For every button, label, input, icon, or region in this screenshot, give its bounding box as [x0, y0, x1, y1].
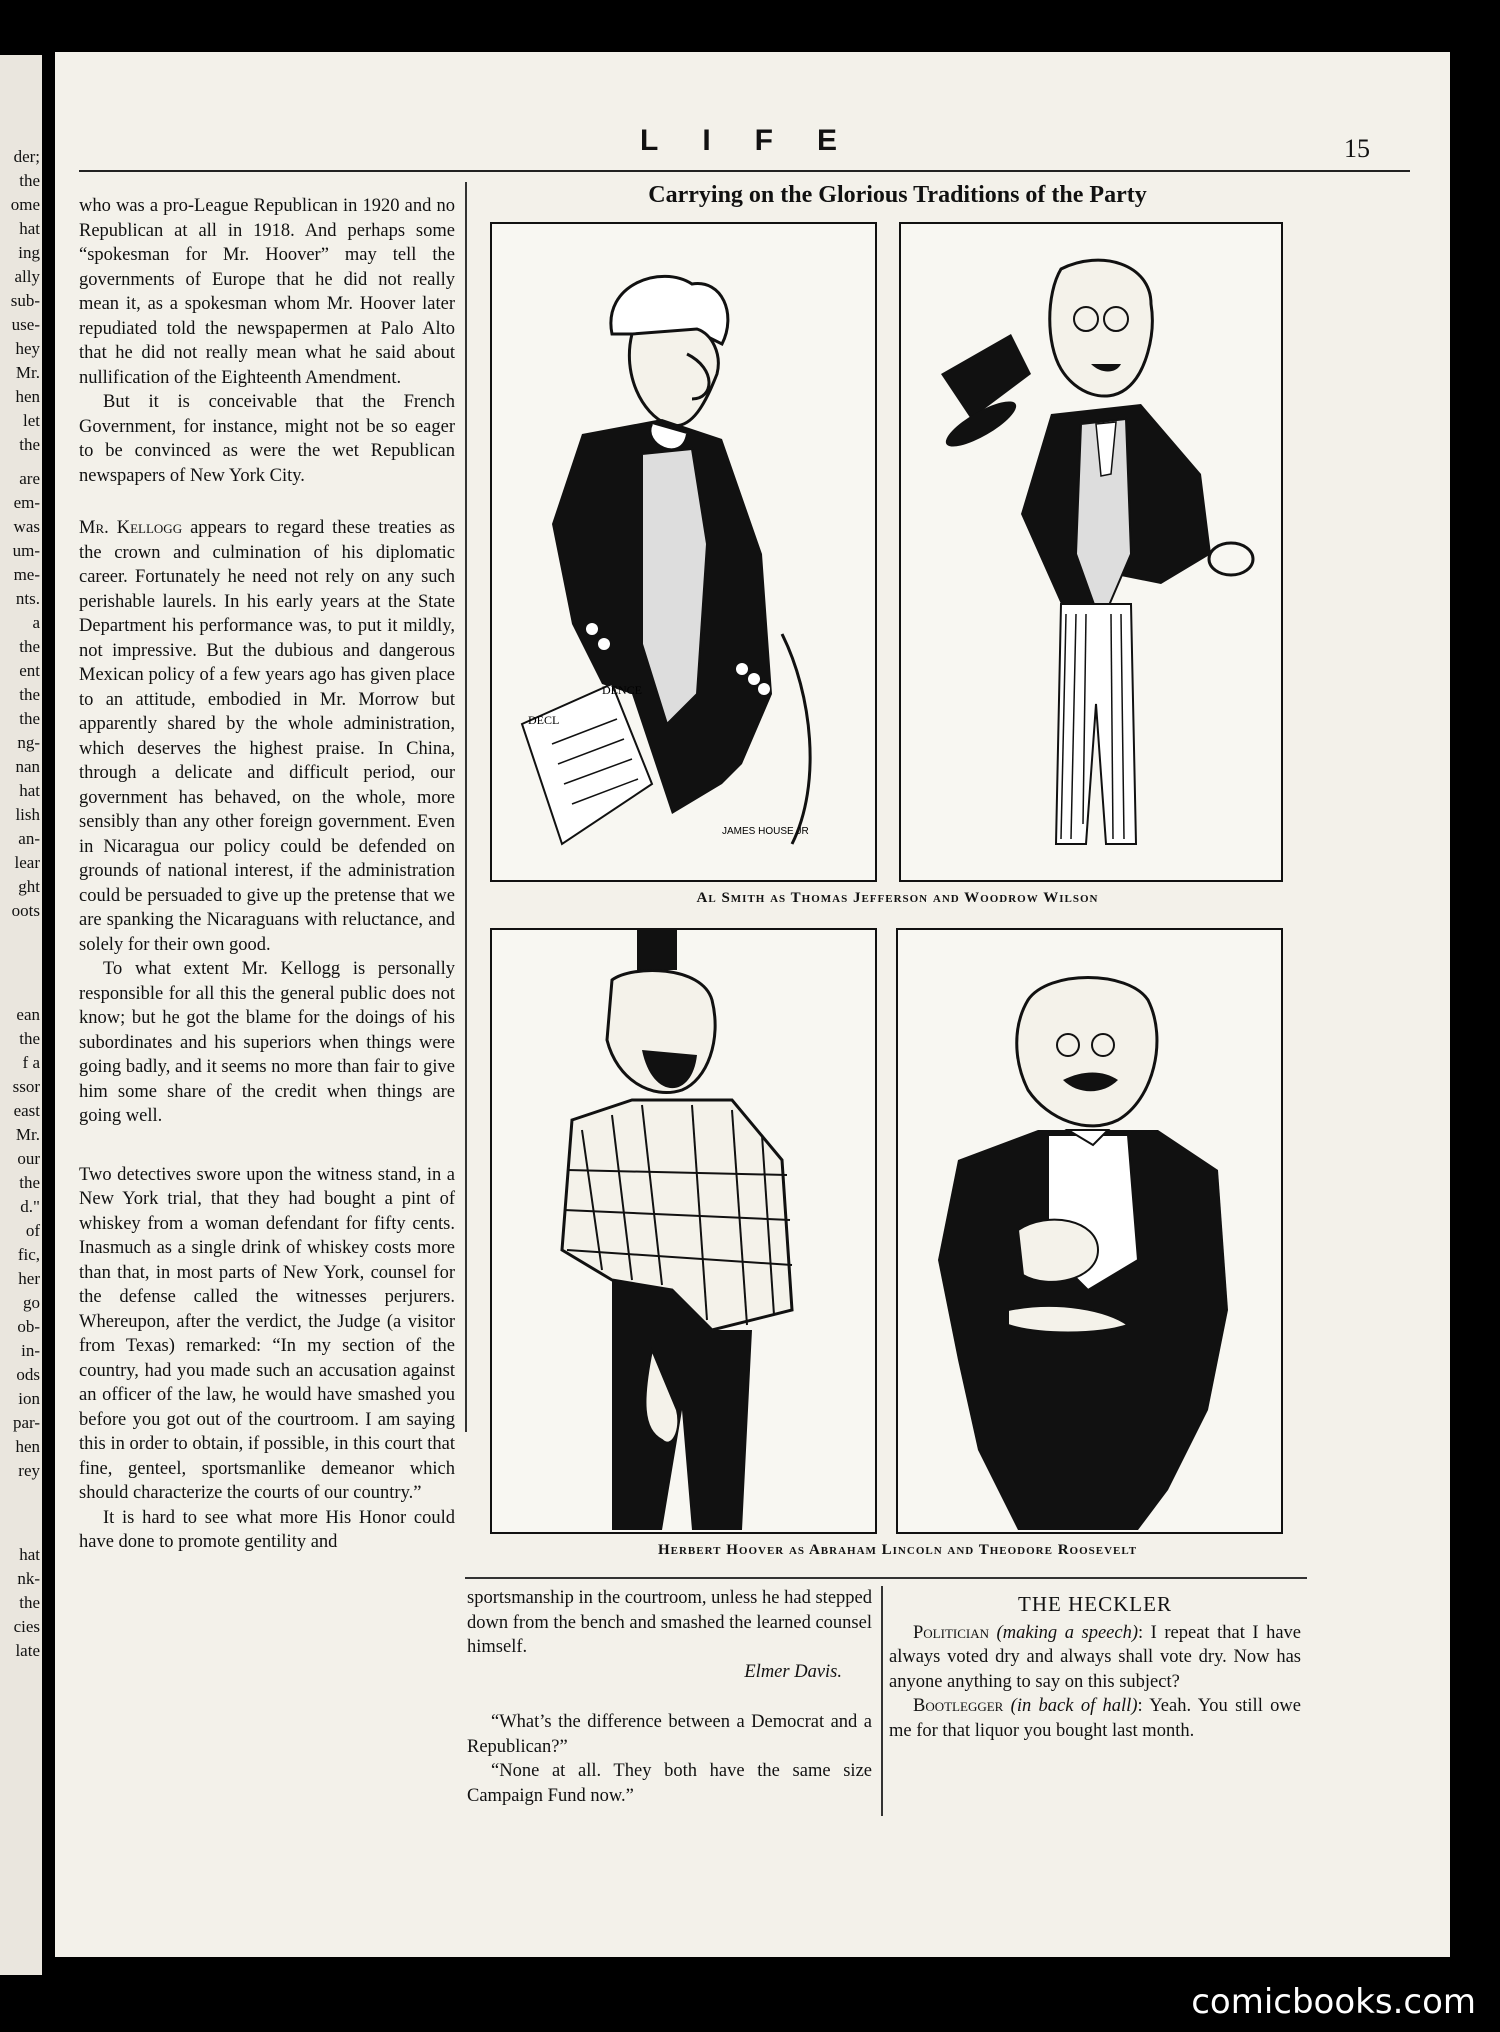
prev-page-fragment: the [19, 1029, 40, 1048]
prev-page-fragment: hat [19, 781, 40, 800]
prev-page-fragment: an- [18, 829, 40, 848]
dialogue-line: Bootlegger (in back of hall): Yeah. You still owe me for that liquor you bought last month. [889, 1696, 1301, 1741]
prev-page-fragment: ob- [17, 1317, 40, 1336]
column-divider [465, 182, 467, 1432]
masthead: LIFE [640, 124, 881, 157]
page-number: 15 [1344, 134, 1370, 163]
joke-answer: “None at all. They both have the same size Campaign Fund now.” [467, 1761, 872, 1806]
prev-page-fragment: go [23, 1293, 40, 1312]
jefferson-caricature [492, 224, 875, 880]
prev-page-fragment: her [18, 1269, 40, 1288]
prev-page-fragment: cies [13, 1617, 40, 1636]
prev-page-fragment: Mr. [15, 1125, 40, 1144]
cartoon-caption-bottom: Herbert Hoover as Abraham Lincoln and Theodore Roosevelt [657, 1542, 1138, 1558]
prev-page-fragment: ally [14, 267, 40, 286]
prev-page-fragment: ent [19, 661, 40, 680]
paragraph: Two detectives swore upon the witness stand, in a New York trial, that they had bought a pint of whiskey from a woman defendant for fifty cents. Inasmuch as a single drink of whiskey costs more than that, in most parts of New York, counsel for the defense called the witnesses perjurers. Whereupon, after the verdict, the Judge (a visitor from Texas) remarked: “In my section of the country, had you made such an accusation against an officer of the law, he would have smashed you before you got out of the courtroom. I am saying this in order to obtain, if possible, in this court that fine, genteel, sportsmanlike demeanor which should characterize the courts of our country.” [79, 1164, 455, 1503]
prev-page-fragment: nts. [15, 589, 40, 608]
artist-signature: JAMES HOUSE JR [722, 826, 809, 837]
prev-page-fragment: Mr. [15, 363, 40, 382]
prev-page-fragment: hey [15, 339, 40, 358]
prev-page-fragment: nk- [17, 1569, 40, 1588]
middle-column [467, 1586, 872, 1808]
header-rule [79, 170, 1410, 172]
joke-question: “What’s the difference between a Democrat and a Republican?” [467, 1712, 872, 1757]
right-column [889, 1592, 1301, 1743]
prev-page-fragment: nan [15, 757, 40, 776]
prev-page-fragment: our [17, 1149, 40, 1168]
prev-page-fragment: d." [20, 1197, 40, 1216]
left-column [79, 194, 455, 1555]
paragraph: To what extent Mr. Kellogg is personally responsible for all this the general public does not know; but he got the blame for the doings of his subordinates and his superiors when things were going badly, and it seems no more than fair to give him some share of the credit when things are going well. [79, 959, 455, 1126]
prev-page-fragment: der; [13, 147, 40, 166]
prev-page-fragment: hat [19, 219, 40, 238]
prev-page-fragment: a [32, 613, 40, 632]
paragraph: It is hard to see what more His Honor could have done to promote gentility and [79, 1507, 455, 1552]
prev-page-fragment: hat [19, 1545, 40, 1564]
roosevelt-caricature [898, 930, 1281, 1532]
prev-page-fragment: let [23, 411, 40, 430]
dialogue-line: Politician (making a speech): I repeat that I have always voted dry and always shall vote dry. Now has anyone anything to say on this subject? [889, 1622, 1302, 1692]
prev-page-fragment: sub- [10, 291, 40, 310]
prev-page-fragment: use- [11, 315, 40, 334]
prev-page-fragment: was [13, 517, 40, 536]
prev-page-fragment: oots [11, 901, 40, 920]
heckler-title: THE HECKLER [1018, 1592, 1172, 1616]
prev-page-fragment: the [19, 435, 40, 454]
document-label: DECL [528, 713, 560, 727]
prev-page-fragment: par- [12, 1413, 40, 1432]
cartoon-panel-roosevelt [896, 928, 1283, 1534]
prev-page-fragment: are [19, 469, 40, 488]
lincoln-caricature [492, 930, 875, 1532]
prev-page-fragment: ome [10, 195, 40, 214]
prev-page-fragment: ean [16, 1005, 40, 1024]
prev-page-fragment: ng- [17, 733, 40, 752]
cartoon-panel-lincoln [490, 928, 877, 1534]
prev-page-fragment: of [25, 1221, 40, 1240]
paragraph: who was a pro-League Republican in 1920 and no Republican at all in 1918. And perhaps some “spokesman for Mr. Hoover” may tell the governments of Europe that he did not really mean it, as a spokesman whom Mr. Hoover later repudiated told the newspapermen at Palo Alto that he did not really mean what he said about nullification of the Eighteenth Amendment. [79, 196, 455, 388]
paragraph: Mr. Kellogg appears to regard these treaties as the crown and culmination of his diplomatic career. Fortunately he need not rely on any such perishable laurels. In his early years at the State Department his performance was, to put it mildly, not impressive. But the dubious and dangerous Mexican policy of a few years ago has given place to an attitude, embodied in Mr. Morrow but apparently shared by the whole administration, which deserves the highest praise. In China, through a delicate and difficult period, our government has behaved, on the whole, more sensibly than any other foreign government. Even in Nicaragua our policy could be defended on grounds of national interest, if the administration could be persuaded to give up the pretense that we are spanking the Nicaraguans with reluctance, and solely for their own good. [79, 518, 456, 955]
prev-page-fragment: f a [22, 1053, 40, 1072]
prev-page-fragment: hen [15, 387, 40, 406]
prev-page-fragment: ion [18, 1389, 40, 1408]
prev-page-fragment: me- [13, 565, 40, 584]
prev-page-fragment: fic, [17, 1245, 40, 1264]
prev-page-fragment: em- [13, 493, 40, 512]
previous-page-edge [0, 55, 42, 1975]
lead-in: Mr. Kellogg [79, 518, 183, 538]
cartoon-panel-jefferson [490, 222, 877, 882]
cartoon-title: Carrying on the Glorious Traditions of the Party [648, 182, 1147, 208]
prev-page-fragment: the [19, 171, 40, 190]
document-label: DENCE [602, 683, 642, 697]
column-divider [881, 1586, 883, 1816]
prev-page-fragment: ght [18, 877, 40, 896]
author-signature: Elmer Davis. [744, 1661, 842, 1682]
cartoon-panel-wilson [899, 222, 1283, 882]
prev-page-fragment: ing [18, 243, 40, 262]
prev-page-fragment: hen [15, 1437, 40, 1456]
paragraph: sportsmanship in the courtroom, unless he had stepped down from the bench and smashed the learned counsel himself. [467, 1588, 872, 1657]
prev-page-fragment: ods [16, 1365, 40, 1384]
prev-page-fragment: lish [15, 805, 40, 824]
prev-page-fragment: late [15, 1641, 40, 1660]
paragraph: But it is conceivable that the French Government, for instance, might not be so eager to be convinced as were the wet Republican newspapers of New York City. [79, 392, 455, 486]
prev-page-fragment: um- [12, 541, 40, 560]
prev-page-fragment: lear [14, 853, 40, 872]
prev-page-fragment: ssor [12, 1077, 40, 1096]
wilson-caricature [901, 224, 1281, 880]
watermark: comicbooks.com [1191, 1982, 1476, 2022]
prev-page-fragment: the [19, 637, 40, 656]
prev-page-fragment: the [19, 1173, 40, 1192]
prev-page-fragment: the [19, 685, 40, 704]
magazine-page [55, 52, 1450, 1957]
cartoon-bottom-rule [465, 1577, 1307, 1579]
prev-page-fragment: the [19, 709, 40, 728]
prev-page-fragment: the [19, 1593, 40, 1612]
prev-page-fragment: east [13, 1101, 40, 1120]
prev-page-fragment: rey [18, 1461, 40, 1480]
prev-page-fragment: in- [21, 1341, 40, 1360]
cartoon-caption-top: Al Smith as Thomas Jefferson and Woodrow Wilson [696, 890, 1099, 906]
